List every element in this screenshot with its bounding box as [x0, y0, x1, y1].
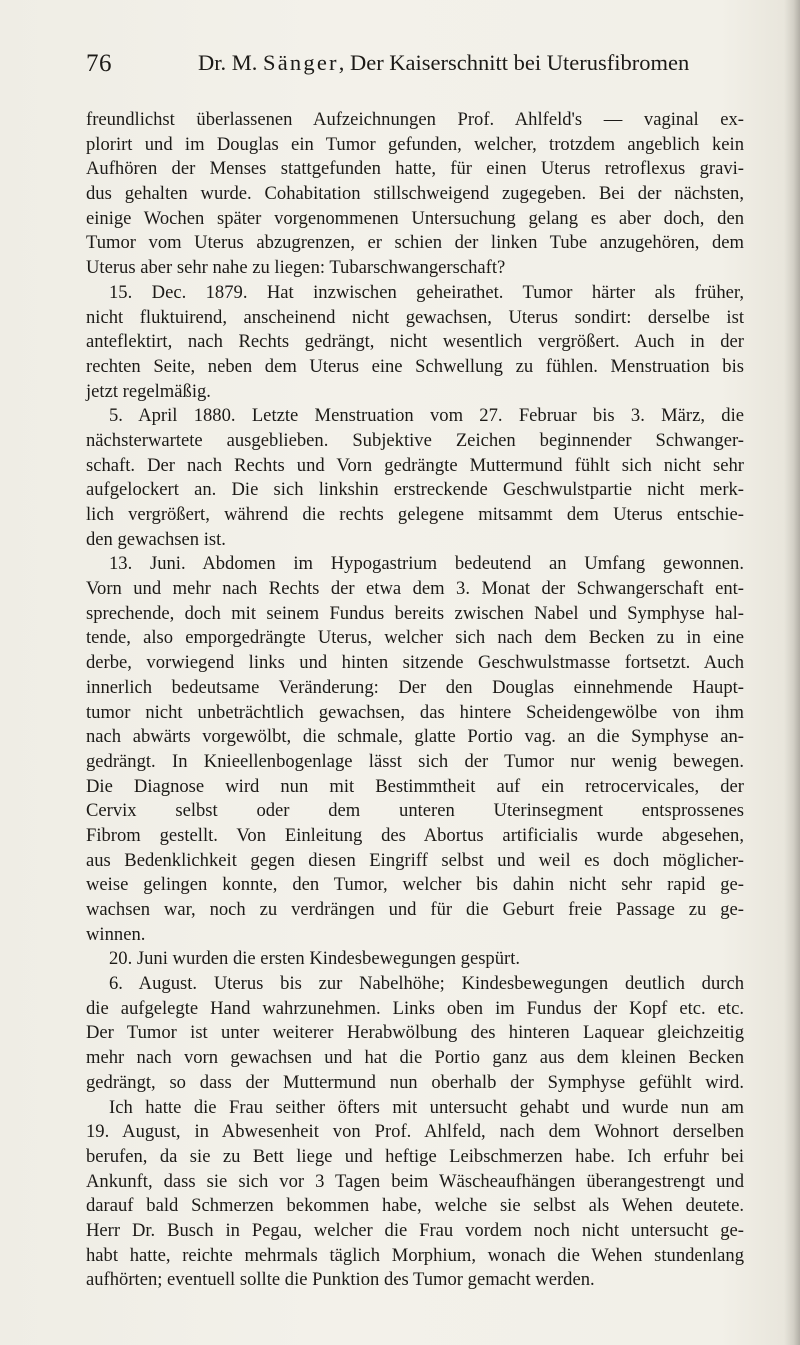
text-line: 20. Juni wurden die ersten Kindesbewegungen gespürt.: [109, 948, 521, 970]
text-line: lich vergrößert, während die rechts gelegene mitsammt dem Uterus entschie-: [86, 504, 744, 525]
text-line: schaft. Der nach Rechts und Vorn gedrängte Muttermund fühlt sich nicht sehr: [86, 454, 744, 476]
page-number: 76: [86, 50, 112, 77]
running-title: [198, 50, 689, 76]
text-line: Die Diagnose wird nun mit Bestimmtheit auf ein retrocervicales, der: [86, 775, 744, 797]
text-line: anteflektirt, nach Rechts gedrängt, nicht wesentlich vergrößert. Auch in der: [86, 331, 744, 353]
text-line: dus gehalten wurde. Cohabitation stillschweigend zugegeben. Bei der nächsten,: [86, 183, 744, 205]
text-line: innerlich bedeutsame Veränderung: Der den Douglas einnehmende Haupt-: [86, 676, 744, 698]
text-line: Vorn und mehr nach Rechts der etwa dem 3. Monat der Schwangerschaft ent-: [86, 578, 744, 600]
page-edge-shadow: [784, 0, 800, 1345]
text-line: 19. August, in Abwesenheit von Prof. Ahlfeld, nach dem Wohnort derselben: [86, 1121, 744, 1143]
text-line: sprechende, doch mit seinem Fundus bereits zwischen Nabel und Symphyse hal-: [86, 602, 744, 624]
text-line: Fibrom gestellt. Von Einleitung des Abortus artificialis wurde abgesehen,: [86, 824, 744, 846]
text-line: Der Tumor ist unter weiterer Herabwölbung des hinteren Laquear gleichzeitig: [86, 1022, 744, 1044]
text-line: tende, also emporgedrängte Uterus, welcher sich nach dem Becken zu in eine: [86, 627, 744, 649]
text-line: tumor nicht unbeträchtlich gewachsen, das hintere Scheidengewölbe von ihm: [86, 701, 744, 723]
text-line: Ich hatte die Frau seither öfters mit untersucht gehabt und wurde nun am: [109, 1096, 744, 1118]
running-title-text: , Der Kaiserschnitt bei Uterusfibromen: [338, 50, 690, 75]
text-line: darauf bald Schmerzen bekommen habe, welche sie selbst als Wehen deutete.: [86, 1195, 744, 1217]
text-line: Herr Dr. Busch in Pegau, welcher die Frau vordem noch nicht untersucht ge-: [86, 1219, 744, 1241]
text-line: plorirt und im Douglas ein Tumor gefunden, welcher, trotzdem angeblich kein: [86, 133, 744, 155]
text-line: jetzt regelmäßig.: [86, 380, 211, 402]
text-line: einige Wochen später vorgenommenen Untersuchung gelang es aber doch, den: [86, 207, 744, 229]
running-title-author: Dr. M.: [198, 50, 258, 75]
text-line: aus Bedenklichkeit gegen diesen Eingriff selbst und weil es doch möglicher-: [86, 849, 744, 871]
text-line: nach abwärts vorgewölbt, die schmale, glatte Portio vag. an die Symphyse an-: [86, 726, 744, 748]
text-line: derbe, vorwiegend links und hinten sitzende Geschwulstmasse fortsetzt. Auch: [86, 652, 744, 674]
text-line: die aufgelegte Hand wahrzunehmen. Links oben im Fundus der Kopf etc. etc.: [86, 997, 744, 1019]
text-line: weise gelingen konnte, den Tumor, welcher bis dahin nicht sehr rapid ge-: [86, 874, 744, 896]
text-line: 6. August. Uterus bis zur Nabelhöhe; Kindesbewegungen deutlich durch: [109, 973, 744, 995]
text-line: freundlichst überlassenen Aufzeichnungen Prof. Ahlfeld's — vaginal ex-: [86, 109, 744, 130]
text-line: nicht fluktuirend, anscheinend nicht gewachsen, Uterus sondirt: derselbe ist: [86, 306, 744, 328]
text-line: nächsterwartete ausgeblieben. Subjektive Zeichen beginnender Schwanger-: [86, 429, 744, 451]
text-line: Ankunft, dass sie sich vor 3 Tagen beim Wäscheaufhängen überangestrengt und: [86, 1170, 744, 1192]
text-line: 5. April 1880. Letzte Menstruation vom 27. Februar bis 3. März, die: [109, 405, 744, 427]
text-line: Tumor vom Uterus abzugrenzen, er schien der linken Tube anzugehören, dem: [86, 232, 744, 254]
text-line: winnen.: [86, 923, 146, 945]
text-line: habt hatte, reichte mehrmals täglich Morphium, wonach die Wehen stundenlang: [86, 1244, 744, 1266]
text-line: mehr nach vorn gewachsen und hat die Portio ganz aus dem kleinen Becken: [86, 1047, 744, 1069]
text-line: gedrängt. In Knieellenbogenlage lässt sich der Tumor nur wenig bewegen.: [86, 750, 744, 772]
running-title-author-name: Sänger: [263, 50, 339, 75]
text-line: aufhörten; eventuell sollte die Punktion des Tumor gemacht werden.: [86, 1269, 595, 1291]
body-text: [86, 108, 744, 1293]
text-line: Cervix selbst oder dem unteren Uterinsegment entsprossenes: [86, 800, 744, 822]
text-line: 13. Juni. Abdomen im Hypogastrium bedeutend an Umfang gewonnen.: [109, 553, 744, 575]
text-line: gedrängt, so dass der Muttermund nun oberhalb der Symphyse gefühlt wird.: [86, 1071, 744, 1093]
text-line: Aufhören der Menses stattgefunden hatte, für einen Uterus retroflexus gravi-: [86, 158, 744, 180]
text-line: 15. Dec. 1879. Hat inzwischen geheirathet. Tumor härter als früher,: [109, 281, 744, 303]
text-line: rechten Seite, neben dem Uterus eine Schwellung zu fühlen. Menstruation bis: [86, 355, 744, 377]
running-header: [86, 50, 752, 90]
text-line: aufgelockert an. Die sich linkshin erstreckende Geschwulstpartie nicht merk-: [86, 479, 744, 501]
text-line: wachsen war, noch zu verdrängen und für die Geburt freie Passage zu ge-: [86, 899, 744, 920]
text-line: berufen, da sie zu Bett liege und heftige Leibschmerzen habe. Ich erfuhr bei: [86, 1145, 744, 1167]
text-line: Uterus aber sehr nahe zu liegen: Tubarschwangerschaft?: [86, 257, 506, 279]
text-line: den gewachsen ist.: [86, 528, 226, 550]
